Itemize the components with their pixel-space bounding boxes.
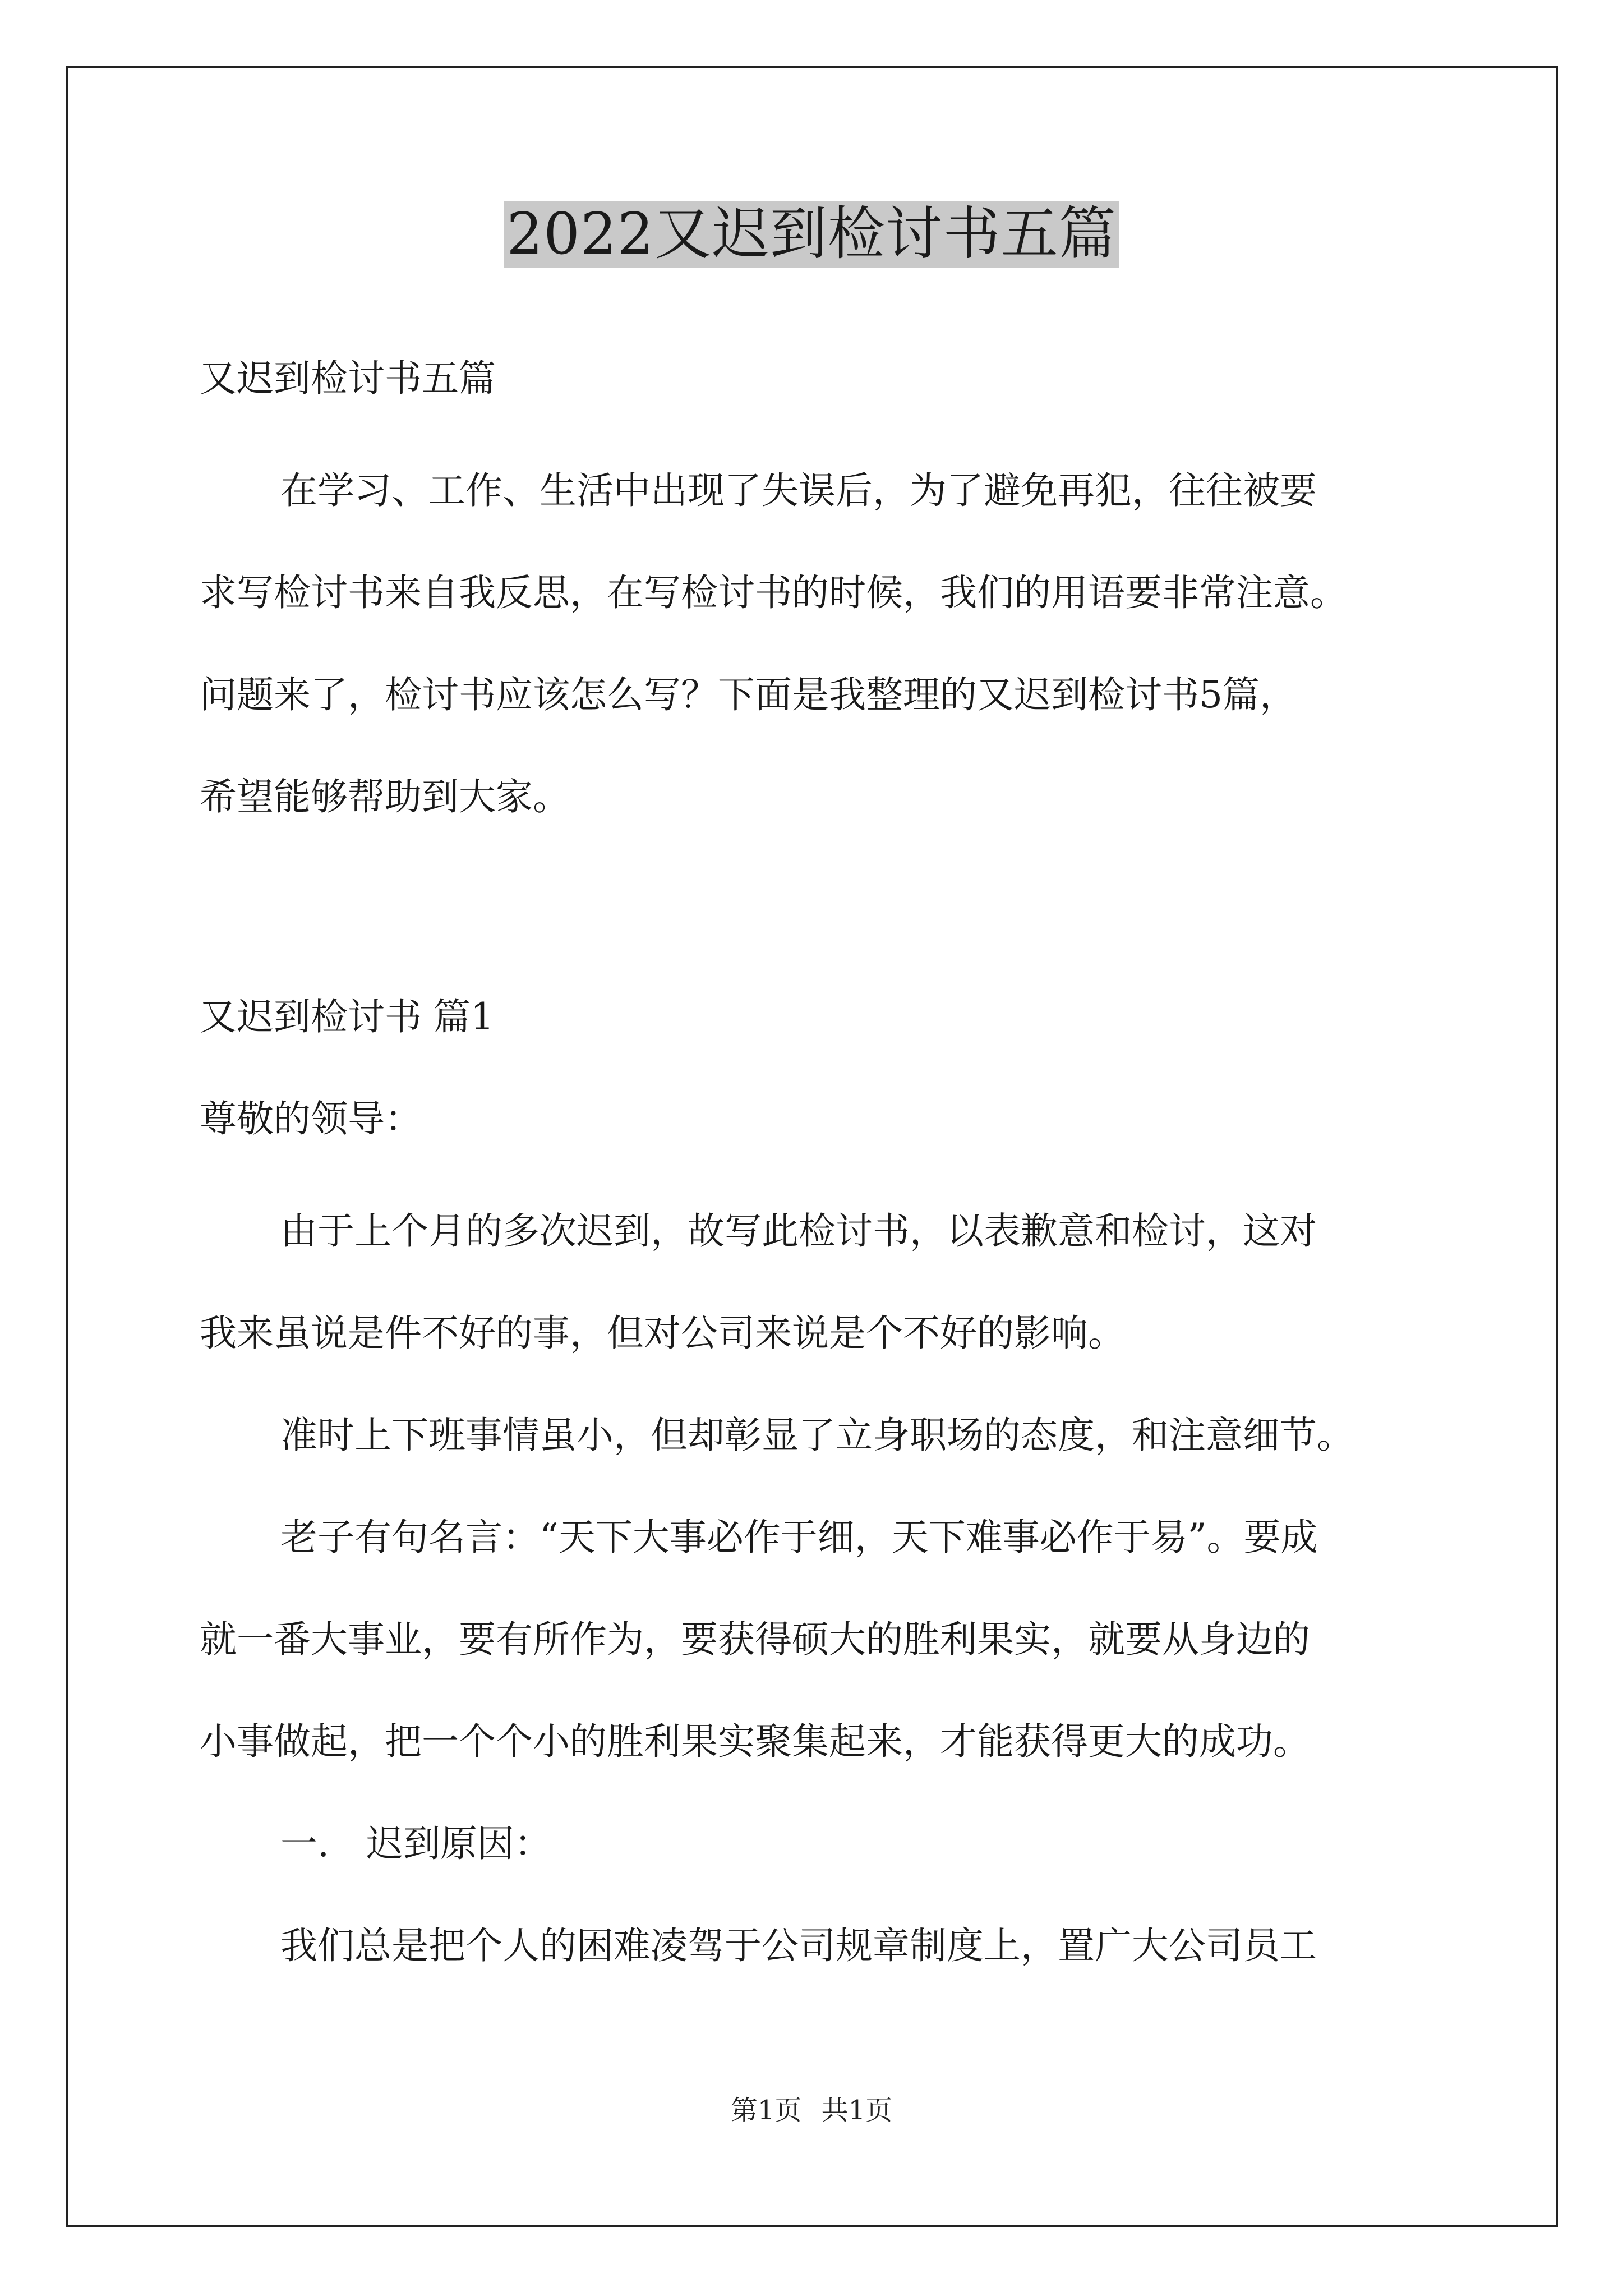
paragraph-line: 小事做起，把一个个小的胜利果实聚集起来，才能获得更大的成功。 [200,1720,1310,1763]
page-number: 第1页 [730,2095,802,2126]
paragraph-line: 就一番大事业，要有所作为，要获得硕大的胜利果实，就要从身边的 [200,1618,1310,1661]
paragraph-line: 问题来了，检讨书应该怎么写？下面是我整理的又迟到检讨书5篇， [200,673,1297,716]
salutation-line: 尊敬的领导： [200,1097,422,1140]
section-heading: 又迟到检讨书 篇1 [200,995,494,1038]
paragraph-line: 希望能够帮助到大家。 [200,775,570,818]
subtitle-line: 又迟到检讨书五篇 [200,357,496,400]
paragraph-line: 由于上个月的多次迟到，故写此检讨书，以表歉意和检讨，这对 [280,1209,1317,1253]
paragraph-line: 求写检讨书来自我反思，在写检讨书的时候，我们的用语要非常注意。 [200,571,1347,614]
paragraph-line: 老子有句名言：“天下大事必作于细，天下难事必作于易”。要成 [280,1516,1318,1559]
paragraph-line: 在学习、工作、生活中出现了失误后，为了避免再犯，往往被要 [280,469,1317,512]
list-heading: 一. 迟到原因： [280,1822,551,1865]
paragraph-line: 我们总是把个人的困难凌驾于公司规章制度上，置广大公司员工 [280,1924,1317,1967]
document-title-text: 2022又迟到检讨书五篇 [504,201,1119,268]
paragraph-line: 我来虽说是件不好的事，但对公司来说是个不好的影响。 [200,1312,1125,1355]
page-total: 共1页 [821,2095,893,2126]
page-footer [0,2093,1623,2127]
paragraph-line: 准时上下班事情虽小，但却彰显了立身职场的态度，和注意细节。 [280,1414,1354,1457]
document-title [0,195,1623,274]
